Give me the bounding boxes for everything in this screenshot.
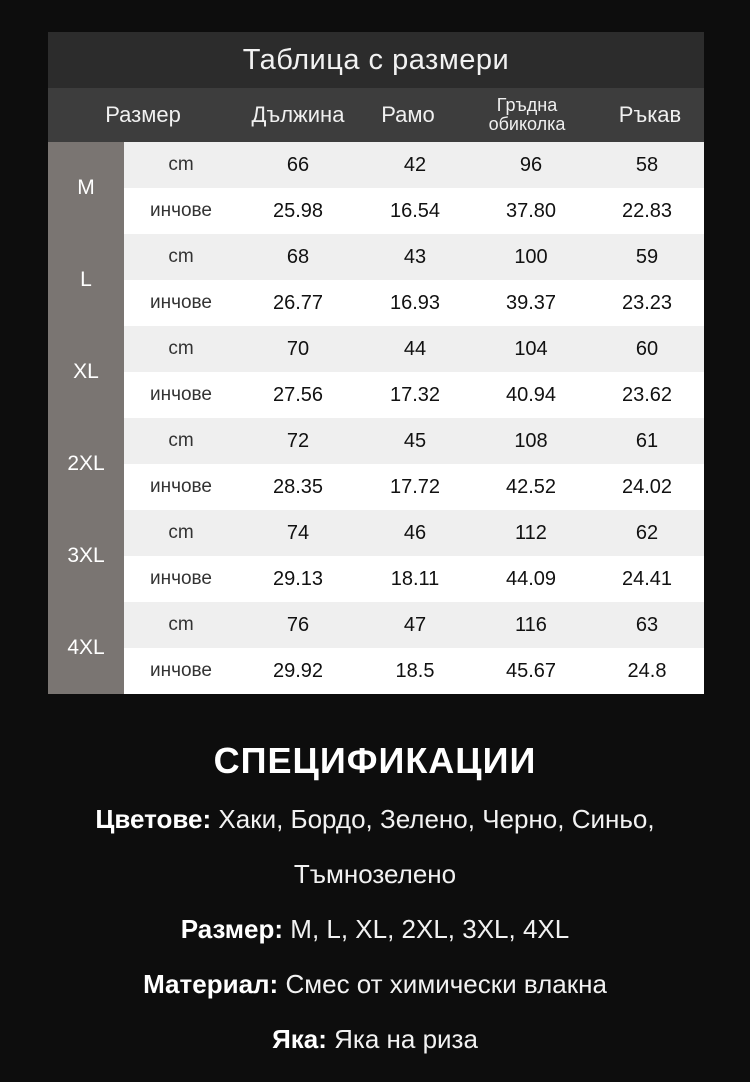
- chest-cell: 112: [515, 521, 547, 544]
- unit-cell: cm: [168, 522, 194, 543]
- spec-colors: [0, 792, 750, 847]
- length-cell: 76: [286, 613, 310, 636]
- unit-cell: cm: [168, 614, 194, 635]
- shoulder-cell: 45: [403, 429, 427, 452]
- chest-cell: 44.09: [505, 567, 557, 590]
- spec-size-value: M, L, XL, 2XL, 3XL, 4XL: [290, 914, 570, 944]
- chest-cell: 116: [515, 613, 547, 636]
- spec-colors-line2: Тъмнозелено: [293, 859, 457, 889]
- shoulder-cell: 43: [403, 245, 427, 268]
- unit-cell: cm: [168, 154, 194, 175]
- size-label: 4XL: [67, 636, 105, 659]
- shoulder-cell: 44: [403, 337, 427, 360]
- unit-cell: инчове: [149, 476, 213, 497]
- unit-cell: инчове: [149, 660, 213, 681]
- sleeve-cell: 62: [635, 521, 659, 544]
- table-row: [124, 510, 704, 556]
- spec-material: [0, 957, 750, 1012]
- size-chart-header: [48, 88, 704, 142]
- unit-cell: инчове: [149, 568, 213, 589]
- spec-collar-value: Яка на риза: [334, 1024, 478, 1054]
- sleeve-cell: 58: [635, 153, 659, 176]
- chest-cell: 37.80: [505, 199, 557, 222]
- length-cell: 66: [286, 153, 310, 176]
- sleeve-cell: 22.83: [621, 199, 673, 222]
- size-chart-title: Таблица с размери: [48, 32, 704, 88]
- size-label: 3XL: [67, 544, 105, 567]
- spec-size: [0, 902, 750, 957]
- header-size: Размер: [105, 102, 181, 127]
- shoulder-cell: 18.11: [390, 567, 440, 590]
- sleeve-cell: 63: [635, 613, 659, 636]
- table-row: [124, 326, 704, 372]
- length-cell: 29.92: [272, 659, 324, 682]
- sleeve-cell: 23.23: [621, 291, 673, 314]
- specs-title: СПЕЦИФИКАЦИИ: [213, 740, 537, 781]
- chest-cell: 42.52: [505, 475, 557, 498]
- shoulder-cell: 16.93: [389, 291, 441, 314]
- length-cell: 26.77: [272, 291, 324, 314]
- header-length: Дължина: [251, 102, 345, 127]
- shoulder-cell: 42: [403, 153, 427, 176]
- chest-cell: 104: [514, 337, 548, 360]
- header-chest-line2: обиколка: [488, 114, 566, 134]
- specifications: [0, 730, 750, 1067]
- sleeve-cell: 23.62: [621, 383, 673, 406]
- sleeve-cell: 24.41: [621, 567, 673, 590]
- header-shoulder: Рамо: [381, 102, 435, 127]
- sleeve-cell: 24.02: [621, 475, 673, 498]
- sleeve-cell: 59: [635, 245, 659, 268]
- length-cell: 70: [286, 337, 310, 360]
- chest-cell: 100: [514, 245, 548, 268]
- table-row: [124, 556, 704, 602]
- length-cell: 28.35: [272, 475, 324, 498]
- shoulder-cell: 16.54: [389, 199, 441, 222]
- sleeve-cell: 61: [635, 429, 659, 452]
- length-cell: 25.98: [272, 199, 324, 222]
- shoulder-cell: 17.72: [389, 475, 441, 498]
- unit-cell: cm: [168, 338, 194, 359]
- chest-cell: 39.37: [505, 291, 557, 314]
- spec-size-label: Размер:: [180, 914, 284, 944]
- table-row: [124, 464, 704, 510]
- spec-collar-label: Яка:: [272, 1024, 327, 1054]
- size-label: L: [80, 268, 92, 291]
- sleeve-cell: 24.8: [627, 659, 667, 682]
- table-row: [124, 418, 704, 464]
- measurement-rows: [124, 142, 704, 694]
- size-label: 2XL: [67, 452, 105, 475]
- shoulder-cell: 18.5: [395, 659, 435, 682]
- length-cell: 27.56: [272, 383, 324, 406]
- unit-cell: cm: [168, 246, 194, 267]
- header-chest: [458, 88, 596, 142]
- table-row: [124, 602, 704, 648]
- table-row: [124, 188, 704, 234]
- shoulder-cell: 47: [403, 613, 427, 636]
- spec-colors-label: Цветове:: [95, 804, 212, 834]
- table-row: [124, 648, 704, 694]
- length-cell: 72: [286, 429, 310, 452]
- table-row: [124, 280, 704, 326]
- sleeve-cell: 60: [635, 337, 659, 360]
- shoulder-cell: 46: [403, 521, 427, 544]
- size-label: XL: [73, 360, 99, 383]
- length-cell: 74: [286, 521, 310, 544]
- spec-material-value: Смес от химически влакна: [285, 969, 607, 999]
- length-cell: 29.13: [272, 567, 324, 590]
- spec-material-label: Материал:: [143, 969, 279, 999]
- header-chest-line1: Гръдна: [496, 95, 558, 115]
- length-cell: 68: [286, 245, 310, 268]
- chest-cell: 40.94: [505, 383, 557, 406]
- size-chart-body: [48, 142, 704, 694]
- unit-cell: инчове: [149, 384, 213, 405]
- table-row: [124, 234, 704, 280]
- header-sleeve: Ръкав: [618, 102, 682, 127]
- chest-cell: 45.67: [505, 659, 557, 682]
- table-row: [124, 142, 704, 188]
- chest-cell: 108: [514, 429, 548, 452]
- chest-cell: 96: [519, 153, 543, 176]
- unit-cell: cm: [168, 430, 194, 451]
- unit-cell: инчове: [149, 292, 213, 313]
- spec-collar: [0, 1012, 750, 1067]
- spec-colors-value: Хаки, Бордо, Зелено, Черно, Синьо,: [218, 804, 655, 834]
- table-row: [124, 372, 704, 418]
- size-chart: [48, 32, 704, 694]
- shoulder-cell: 17.32: [389, 383, 441, 406]
- unit-cell: инчове: [149, 200, 213, 221]
- size-label: M: [77, 176, 95, 199]
- size-column: [48, 142, 124, 694]
